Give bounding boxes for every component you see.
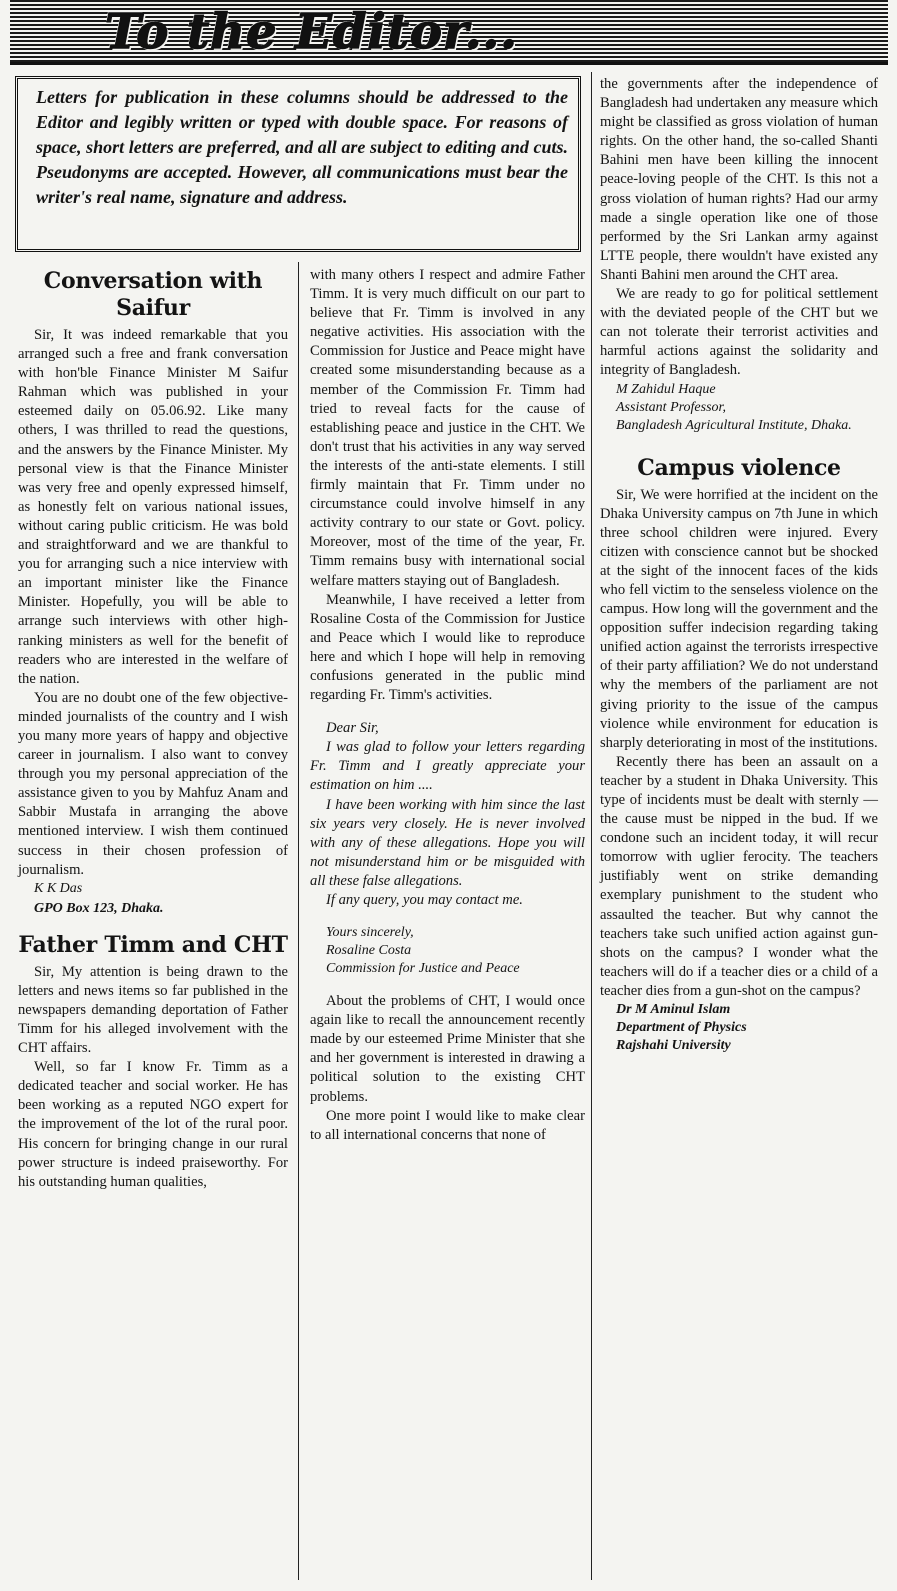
- submission-notice: Letters for publication in these columns should be addressed to the Editor and legibly written or typed with double space. For reasons of space, short letters are preferred, and all are subject to editing and cuts. Pseudonyms are accepted. However, all communications must bear the writer's real name, signature and address.: [15, 76, 581, 252]
- headline-father-timm: Father Timm and CHT: [18, 931, 288, 958]
- signature-name: K K Das: [34, 880, 83, 896]
- column-1: [18, 268, 288, 1192]
- letter-paragraph: Well, so far I know Fr. Timm as a dedicated teacher and social worker. He has been working as a reputed NGO expert for the improvement of the lot of the rural poor. His concern for bringing change in our rural power structure is indeed praiseworthy. For his outstanding human qualities,: [18, 1059, 288, 1190]
- quoted-signature-org: Commission for Justice and Peace: [326, 961, 520, 977]
- column-3: [600, 75, 878, 1055]
- quoted-paragraph: If any query, you may contact me.: [326, 892, 523, 908]
- quoted-closing: Yours sincerely,: [326, 925, 414, 941]
- quoted-signature-name: Rosaline Costa: [326, 943, 412, 959]
- signature-name: Dr M Aminul Islam: [616, 1002, 731, 1018]
- headline-conversation-with-saifur: Conversation with Saifur: [43, 268, 263, 321]
- letter-paragraph: Sir, We were horrified at the incident on the Dhaka University campus on 7th June in which three school children were injured. Every citizen with conscience cannot but be shocked at the sight of the innocent faces of the kids who fell victim to the senseless violence on the campus. How long will the government and the opposition suffer indecision regarding taking unified action against the terrorists irrespective of their party affiliation? We do not understand why the members of the parliament are not giving priority to the issue of the campus violence while environment for education is sharply deteriorating in most of the institutions.: [600, 486, 878, 751]
- signature-title: Assistant Professor,: [616, 399, 726, 415]
- quoted-paragraph: I have been working with him since the last six years very closely. He is never involved with any of these allegations. Hope you will not misunderstand him or be misguided with all these false allegations.: [310, 796, 585, 889]
- quoted-salutation: Dear Sir,: [326, 720, 379, 737]
- signature-university: Rajshahi University: [616, 1038, 731, 1054]
- column-divider: [298, 262, 299, 1580]
- column-divider: [591, 72, 592, 1580]
- letter-paragraph: About the problems of CHT, I would once again like to recall the announcement recently made by our esteemed Prime Minister that she and her government is interested in drawing a political solution to the existing CHT problems.: [310, 993, 585, 1105]
- letter-paragraph: Sir, It was indeed remarkable that you arranged such a free and frank conversation with hon'ble Finance Minister M Saifur Rahman which was published in your esteemed daily on 05.06.92. Like many others, I was thrilled to read the questions, and the answers by the Finance Minister. My personal view is that the Finance Minister was very free and openly expressed himself, as honestly felt on various national issues, without caring public criticism. He was bold and straightforward and we are thankful to you for arranging such a nice interview with an important minister like the Finance Minister. Hopefully, you will be able to arrange such interviews with other high-ranking ministers as well for the benefit of readers who are interested in the welfare of the nation.: [18, 327, 288, 687]
- masthead-banner: [10, 0, 888, 65]
- letter-paragraph: We are ready to go for political settlement with the deviated people of the CHT but we can not tolerate their terrorist activities and harmful actions against the solidarity and integrity of Bangladesh.: [600, 286, 878, 379]
- letter-paragraph: the governments after the independence of Bangladesh had undertaken any measure which might be classified as gross violation of human rights. On the other hand, the so-called Shanti Bahini men have been killing the innocent peace-loving people of the CHT. Is this not a gross violation of human rights? Had our army made a single operation like one of those performed by the Sri Lankan army against LTTE people, there wouldn't have existed any Shanti Bahini men around the CHT area.: [600, 76, 878, 283]
- signature-department: Department of Physics: [616, 1020, 747, 1036]
- letter-paragraph: Sir, My attention is being drawn to the letters and news items so far published in the newspapers demanding deportation of Father Timm for his alleged involvement with the CHT affairs.: [18, 963, 288, 1057]
- letter-paragraph: with many others I respect and admire Father Timm. It is very much difficult on our part to believe that Fr. Timm is involved in any negative activities. His association with the Commission for Justice and Peace might have created some misunderstanding because as a member of the Commission Fr. Timm had tried to reveal facts for the cause of establishing peace and justice in the CHT. We don't trust that his activities in any way served the interests of the anti-state elements. I still firmly maintain that Fr. Timm under no circumstance could involve himself in any activity contrary to our state or Govt. policy. Moreover, most of the time of the year, Fr. Timm remains busy with international social welfare matters staying out of Bangladesh.: [310, 267, 585, 589]
- signature-org: Bangladesh Agricultural Institute, Dhaka.: [616, 417, 852, 433]
- signature-name: M Zahidul Haque: [616, 381, 716, 397]
- letter-paragraph: Meanwhile, I have received a letter from Rosaline Costa of the Commission for Justice and Peace which I would like to reproduce here and which I hope will help in removing confusions generated in the public mind regarding Fr. Timm's activities.: [310, 591, 585, 704]
- section-title: To the Editor...: [105, 4, 518, 60]
- column-2: [310, 266, 585, 1145]
- letter-paragraph: Recently there has been an assault on a teacher by a student in Dhaka University. This type of incidents must be dealt with sternly — the cause must be nipped in the bud. If we condone such an incident today, it will recur tomorrow with uglier ferocity. The teachers justifiably went on strike demanding exemplary punishment to the student who assaulted the teacher. But why cannot the teachers take such unified action against gun-shots on the campus? I wonder what the teachers will do if a teacher dies or a child of a teacher dies from a gun-shot on the campus?: [600, 753, 878, 999]
- signature-address: GPO Box 123, Dhaka.: [34, 900, 164, 916]
- letter-paragraph: You are no doubt one of the few objective-minded journalists of the country and I wish you many more years of happy and objective career in journalism. I also want to convey through you my personal appreciation of the assistance given to you by Mahfuz Anam and Sabbir Mustafa in arranging the above mentioned interview. I wish them continued success in their chosen profession of journalism.: [18, 689, 288, 878]
- quoted-paragraph: I was glad to follow your letters regarding Fr. Timm and I greatly appreciate your estimation on him ....: [310, 739, 585, 794]
- letter-paragraph: One more point I would like to make clear to all international concerns that none of: [310, 1107, 585, 1143]
- headline-campus-violence: Campus violence: [637, 454, 841, 481]
